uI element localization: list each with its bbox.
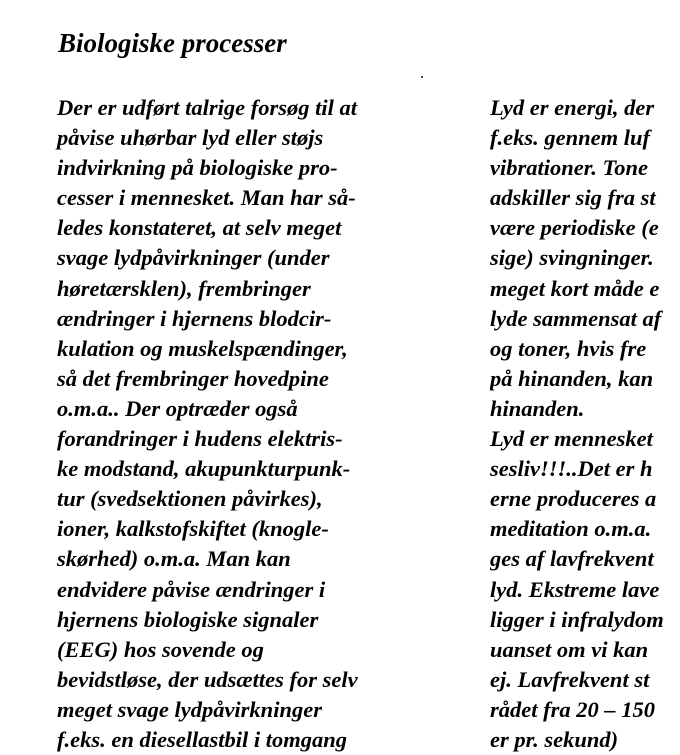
text-line: tur (svedsektionen påvirkes), <box>57 486 323 512</box>
text-line: Lyd er mennesket <box>490 426 653 452</box>
text-line: bevidstløse, der udsættes for selv <box>57 666 358 692</box>
page-title: Biologiske processer <box>58 28 287 58</box>
text-line: hjernens biologiske signaler <box>57 606 319 632</box>
text-line: ioner, kalkstofskiftet (knogle- <box>57 516 329 542</box>
text-line: kulation og muskelspændinger, <box>57 335 348 361</box>
right-text-column <box>490 93 680 755</box>
text-line: ændringer i hjernens blodcir- <box>57 305 332 331</box>
text-line: lyd. Ekstreme lave <box>490 576 660 602</box>
text-line: uanset om vi kan <box>490 636 649 662</box>
left-text-column <box>57 93 437 755</box>
text-line: f.eks. gennem luf <box>490 125 650 151</box>
text-line: lyde sammensat af <box>490 305 662 331</box>
text-line: ledes konstateret, at selv meget <box>57 215 342 241</box>
print-speck <box>421 76 423 78</box>
text-line: o.m.a.. Der optræder også <box>57 395 298 421</box>
text-line: så det frembringer hovedpine <box>57 365 329 391</box>
text-line: ke modstand, akupunkturpunk- <box>57 456 351 482</box>
text-line: meget kort måde e <box>490 275 660 301</box>
text-line: erne produceres a <box>490 486 657 512</box>
text-line: på hinanden, kan <box>490 365 654 391</box>
text-line: sesliv!!!..Det er h <box>490 456 653 482</box>
text-line: Der er udført talrige forsøg til at <box>57 95 358 120</box>
text-line: høretærsklen), frembringer <box>57 275 311 301</box>
text-line: cesser i mennesket. Man har så- <box>57 185 356 211</box>
text-line: påvise uhørbar lyd eller støjs <box>57 125 324 151</box>
text-line: skørhed) o.m.a. Man kan <box>57 546 291 572</box>
text-line: ges af lavfrekvent <box>490 546 654 572</box>
text-line: være periodiske (e <box>490 215 659 241</box>
text-line: Lyd er energi, der <box>490 95 655 120</box>
text-line: endvidere påvise ændringer i <box>57 576 326 602</box>
text-line: meditation o.m.a. <box>490 516 652 542</box>
text-line: (EEG) hos sovende og <box>57 636 264 662</box>
text-line: ligger i infralydom <box>490 606 664 632</box>
text-line: ej. Lavfrekvent st <box>490 666 650 692</box>
text-line: rådet fra 20 – 150 <box>490 696 655 722</box>
text-line: f.eks. en diesellastbil i tomgang <box>57 726 347 752</box>
text-line: vibrationer. Tone <box>490 155 648 181</box>
text-line: adskiller sig fra st <box>490 185 656 211</box>
text-line: indvirkning på biologiske pro- <box>57 155 338 181</box>
text-line: hinanden. <box>490 395 585 421</box>
text-line: sige) svingninger. <box>490 245 654 271</box>
text-line: og toner, hvis fre <box>490 335 647 361</box>
text-line: meget svage lydpåvirkninger <box>57 696 322 722</box>
text-line: er pr. sekund) <box>490 726 619 752</box>
text-line: forandringer i hudens elektris- <box>57 426 343 452</box>
text-line: svage lydpåvirkninger (under <box>57 245 330 271</box>
